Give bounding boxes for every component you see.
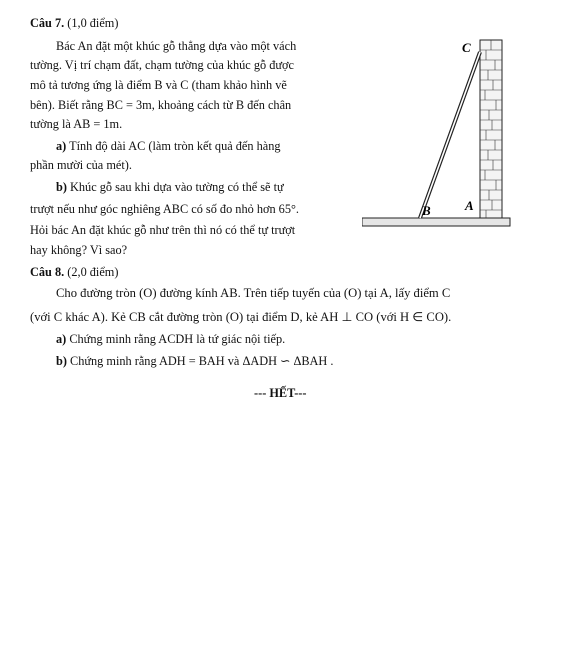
end-marker: --- HẾT--- xyxy=(254,386,307,400)
q7-part-a-label: a) xyxy=(56,139,67,153)
q7-part-b-2: trượt nếu như góc nghiêng ABC có số đo nhỏ hơn 65°. xyxy=(30,202,299,216)
q8-heading xyxy=(30,265,118,280)
label-a: A xyxy=(465,198,474,213)
q8-part-a-label: a) xyxy=(56,332,67,346)
q7-part-b-label: b) xyxy=(56,180,67,194)
q7-part-b-text: Khúc gỗ sau khi dựa vào tường có thể sẽ tự xyxy=(66,180,284,194)
q8-line-1: Cho đường tròn (O) đường kính AB. Trên tiếp tuyến của (O) tại A, lấy điểm C xyxy=(56,286,451,300)
q7-line-2: tường. Vị trí chạm đất, chạm tường của khúc gỗ được xyxy=(30,58,294,72)
q7-part-a-1 xyxy=(56,139,281,154)
q7-points: (1,0 điểm) xyxy=(64,16,119,30)
ground xyxy=(362,218,510,226)
q7-line-5: tường là AB = 1m. xyxy=(30,117,123,131)
q8-points: (2,0 điểm) xyxy=(64,265,119,279)
wall-ladder-figure xyxy=(362,30,512,230)
label-c: C xyxy=(462,40,471,55)
q8-part-b xyxy=(56,354,333,369)
label-b: B xyxy=(422,203,431,218)
q7-line-3: mô tả tương ứng là điểm B và C (tham khảo hình vẽ xyxy=(30,78,287,92)
q7-part-a-2: phần mười của mét). xyxy=(30,158,132,172)
q8-part-b-label: b) xyxy=(56,354,67,368)
q7-line-1: Bác An đặt một khúc gỗ thẳng dựa vào một vách xyxy=(56,39,297,53)
q7-part-b-4: hay không? Vì sao? xyxy=(30,243,128,257)
q8-title: Câu 8. xyxy=(30,265,65,279)
q7-title: Câu 7. xyxy=(30,16,65,30)
q8-part-b-text: Chứng minh rằng ADH = BAH và ΔADH ∽ ΔBAH . xyxy=(66,354,334,368)
q7-heading xyxy=(30,16,118,31)
wooden-log-highlight xyxy=(420,52,480,218)
q7-part-a-text: Tính độ dài AC (làm tròn kết quả đến hàng xyxy=(66,139,281,153)
q8-part-a xyxy=(56,332,285,347)
q8-line-2: (với C khác A). Kẻ CB cắt đường tròn (O) tại điểm D, kẻ AH ⊥ CO (với H ∈ CO). xyxy=(30,310,452,324)
q8-part-a-text: Chứng minh rằng ACDH là tứ giác nội tiếp. xyxy=(66,332,286,346)
q7-line-4: bên). Biết rằng BC = 3m, khoảng cách từ B đến chân xyxy=(30,98,292,112)
q7-part-b-1 xyxy=(56,180,284,195)
q7-part-b-3: Hỏi bác An đặt khúc gỗ như trên thì nó có thể tự trượt xyxy=(30,223,296,237)
brick-wall xyxy=(480,40,502,218)
